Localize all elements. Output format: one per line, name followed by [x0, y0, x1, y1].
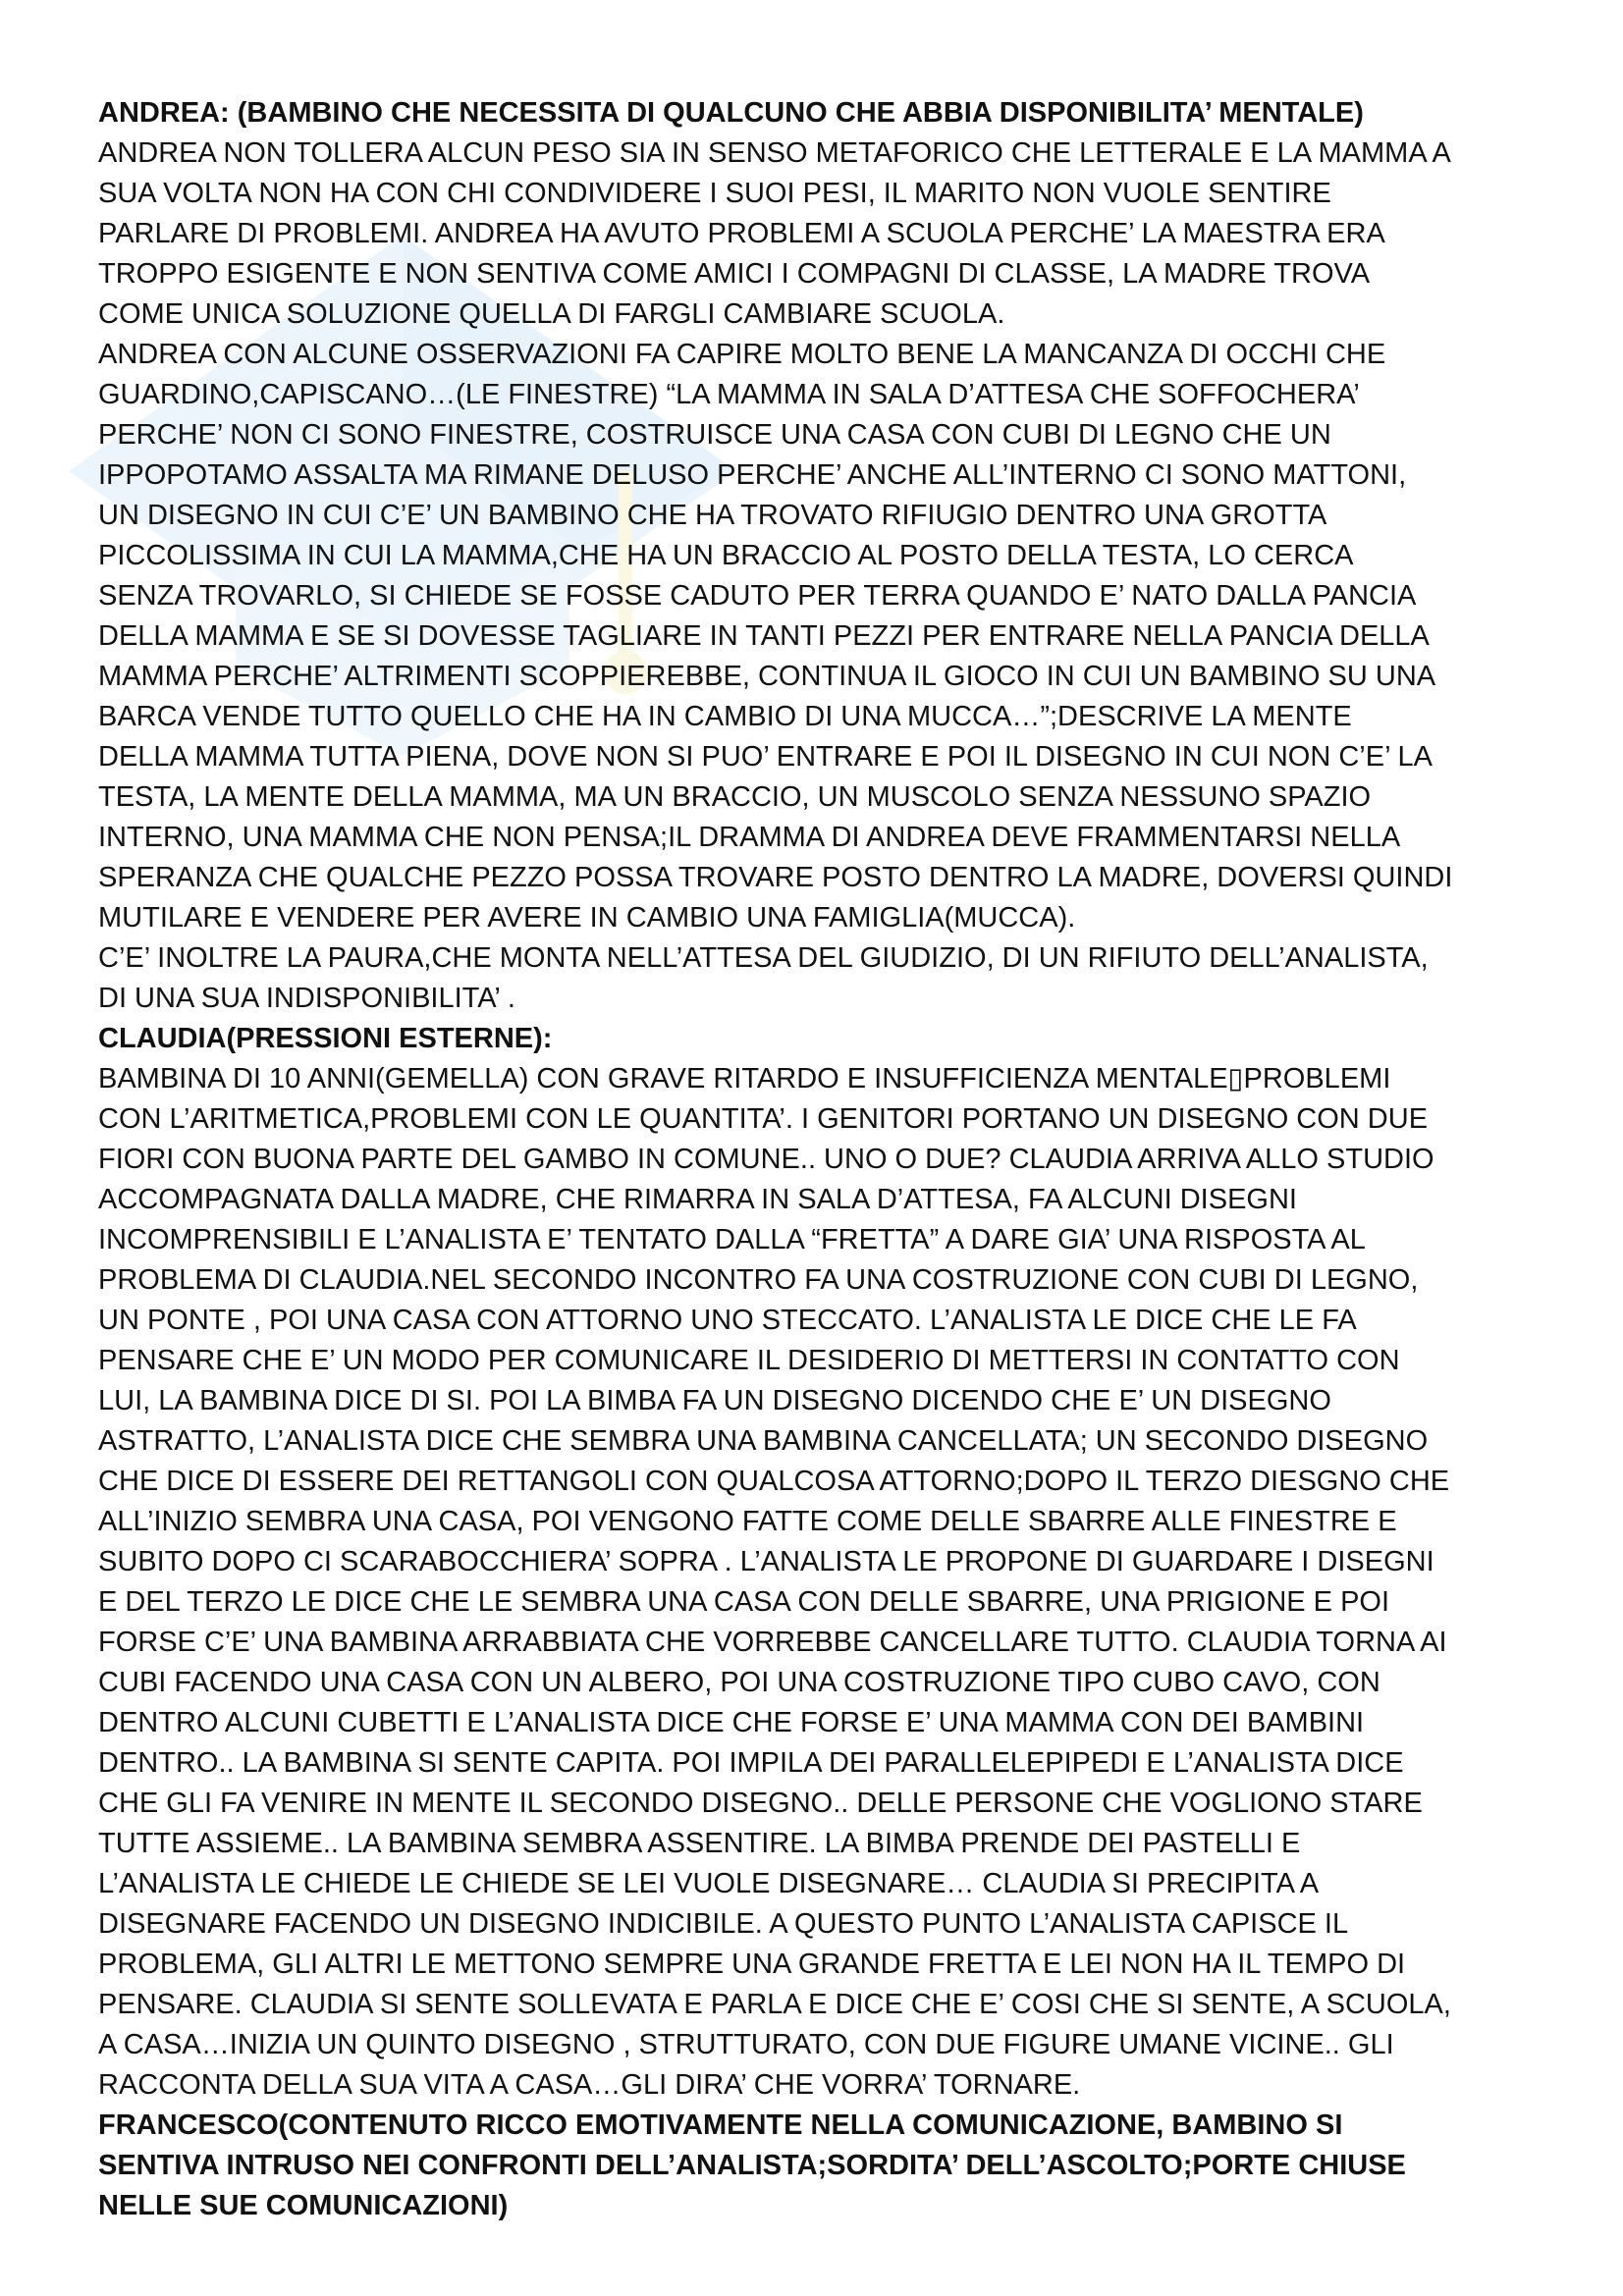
text-line: LUI, LA BAMBINA DICE DI SI. POI LA BIMBA FA UN DISEGNO DICENDO CHE E’ UN DISEGNO [98, 1385, 1331, 1416]
text-line: PROBLEMA DI CLAUDIA.NEL SECONDO INCONTRO FA UNA COSTRUZIONE CON CUBI DI LEGNO, [98, 1264, 1419, 1296]
section-heading-line: NELLE SUE COMUNICAZIONI) [98, 2190, 509, 2221]
text-line: PARLARE DI PROBLEMI. ANDREA HA AVUTO PROBLEMI A SCUOLA PERCHE’ LA MAESTRA ERA [98, 218, 1385, 249]
text-line: CHE GLI FA VENIRE IN MENTE IL SECONDO DISEGNO.. DELLE PERSONE CHE VOGLIONO STARE [98, 1788, 1423, 1819]
text-line: DELLA MAMMA E SE SI DOVESSE TAGLIARE IN TANTI PEZZI PER ENTRARE NELLA PANCIA DELLA [98, 620, 1430, 652]
text-line: BAMBINA DI 10 ANNI(GEMELLA) CON GRAVE RITARDO E INSUFFICIENZA MENTALE▯PROBLEMI [98, 1063, 1391, 1095]
text-line: PERCHE’ NON CI SONO FINESTRE, COSTRUISCE UNA CASA CON CUBI DI LEGNO CHE UN [98, 419, 1331, 451]
text-line: MAMMA PERCHE’ ALTRIMENTI SCOPPIEREBBE, CONTINUA IL GIOCO IN CUI UN BAMBINO SU UNA [98, 661, 1436, 692]
section-heading-line: ANDREA: (BAMBINO CHE NECESSITA DI QUALCUNO CHE ABBIA DISPONIBILITA’ MENTALE) [98, 97, 1364, 129]
text-line: TROPPO ESIGENTE E NON SENTIVA COME AMICI I COMPAGNI DI CLASSE, LA MADRE TROVA [98, 258, 1371, 290]
text-line: PICCOLISSIMA IN CUI LA MAMMA,CHE HA UN BRACCIO AL POSTO DELLA TESTA, LO CERCA [98, 540, 1354, 571]
text-line: TUTTE ASSIEME.. LA BAMBINA SEMBRA ASSENTIRE. LA BIMBA PRENDE DEI PASTELLI E [98, 1828, 1301, 1859]
text-line: ANDREA CON ALCUNE OSSERVAZIONI FA CAPIRE MOLTO BENE LA MANCANZA DI OCCHI CHE [98, 339, 1386, 370]
text-line: CON L’ARITMETICA,PROBLEMI CON LE QUANTITA’. I GENITORI PORTANO UN DISEGNO CON DUE [98, 1103, 1429, 1135]
text-line: CUBI FACENDO UNA CASA CON UN ALBERO, POI UNA COSTRUZIONE TIPO CUBO CAVO, CON [98, 1667, 1380, 1698]
document-body [98, 93, 1551, 2226]
text-line: COME UNICA SOLUZIONE QUELLA DI FARGLI CAMBIARE SCUOLA. [98, 298, 1005, 330]
text-line: TESTA, LA MENTE DELLA MAMMA, MA UN BRACCIO, UN MUSCOLO SENZA NESSUNO SPAZIO [98, 781, 1372, 813]
text-line: DISEGNARE FACENDO UN DISEGNO INDICIBILE. A QUESTO PUNTO L’ANALISTA CAPISCE IL [98, 1908, 1349, 1940]
text-line: CHE DICE DI ESSERE DEI RETTANGOLI CON QUALCOSA ATTORNO;DOPO IL TERZO DIESGNO CHE [98, 1466, 1450, 1497]
text-line: PENSARE CHE E’ UN MODO PER COMUNICARE IL DESIDERIO DI METTERSI IN CONTATTO CON [98, 1345, 1400, 1376]
text-line: ANDREA NON TOLLERA ALCUN PESO SIA IN SENSO METAFORICO CHE LETTERALE E LA MAMMA A [98, 137, 1451, 169]
text-line: ALL’INIZIO SEMBRA UNA CASA, POI VENGONO FATTE COME DELLE SBARRE ALLE FINESTRE E [98, 1506, 1397, 1537]
text-line: BARCA VENDE TUTTO QUELLO CHE HA IN CAMBIO DI UNA MUCCA…”;DESCRIVE LA MENTE [98, 701, 1352, 732]
section-heading-line: FRANCESCO(CONTENUTO RICCO EMOTIVAMENTE NELLA COMUNICAZIONE, BAMBINO SI [98, 2109, 1343, 2141]
text-line: E DEL TERZO LE DICE CHE LE SEMBRA UNA CASA CON DELLE SBARRE, UNA PRIGIONE E POI [98, 1586, 1390, 1618]
text-line: DENTRO.. LA BAMBINA SI SENTE CAPITA. POI IMPILA DEI PARALLELEPIPEDI E L’ANALISTA DICE [98, 1747, 1404, 1779]
text-line: INTERNO, UNA MAMMA CHE NON PENSA;IL DRAMMA DI ANDREA DEVE FRAMMENTARSI NELLA [98, 822, 1401, 853]
text-line: FORSE C’E’ UNA BAMBINA ARRABBIATA CHE VORREBBE CANCELLARE TUTTO. CLAUDIA TORNA AI [98, 1627, 1447, 1658]
text-line: PROBLEMA, GLI ALTRI LE METTONO SEMPRE UNA GRANDE FRETTA E LEI NON HA IL TEMPO DI [98, 1949, 1406, 1980]
text-line: GUARDINO,CAPISCANO…(LE FINESTRE) “LA MAMMA IN SALA D’ATTESA CHE SOFFOCHERA’ [98, 379, 1360, 410]
text-line: A CASA…INIZIA UN QUINTO DISEGNO , STRUTTURATO, CON DUE FIGURE UMANE VICINE.. GLI [98, 2029, 1394, 2060]
text-line: IPPOPOTAMO ASSALTA MA RIMANE DELUSO PERCHE’ ANCHE ALL’INTERNO CI SONO MATTONI, [98, 459, 1407, 491]
text-line: SENZA TROVARLO, SI CHIEDE SE FOSSE CADUTO PER TERRA QUANDO E’ NATO DALLA PANCIA [98, 580, 1417, 612]
text-line: SPERANZA CHE QUALCHE PEZZO POSSA TROVARE POSTO DENTRO LA MADRE, DOVERSI QUINDI [98, 862, 1453, 893]
text-line: ACCOMPAGNATA DALLA MADRE, CHE RIMARRA IN SALA D’ATTESA, FA ALCUNI DISEGNI [98, 1184, 1297, 1215]
text-line: C’E’ INOLTRE LA PAURA,CHE MONTA NELL’ATTESA DEL GIUDIZIO, DI UN RIFIUTO DELL’ANALISTA, [98, 942, 1429, 974]
text-line: PENSARE. CLAUDIA SI SENTE SOLLEVATA E PARLA E DICE CHE E’ COSI CHE SI SENTE, A SCUOLA, [98, 1989, 1451, 2020]
text-line: SUA VOLTA NON HA CON CHI CONDIVIDERE I SUOI PESI, IL MARITO NON VUOLE SENTIRE [98, 178, 1331, 209]
text-line: UN DISEGNO IN CUI C’E’ UN BAMBINO CHE HA TROVATO RIFIUGIO DENTRO UNA GROTTA [98, 500, 1327, 531]
text-line: SUBITO DOPO CI SCARABOCCHIERA’ SOPRA . L’ANALISTA LE PROPONE DI GUARDARE I DISEGNI [98, 1546, 1434, 1577]
text-line: MUTILARE E VENDERE PER AVERE IN CAMBIO UNA FAMIGLIA(MUCCA). [98, 902, 1076, 934]
text-line: UN PONTE , POI UNA CASA CON ATTORNO UNO STECCATO. L’ANALISTA LE DICE CHE LE FA [98, 1305, 1357, 1336]
text-line: ASTRATTO, L’ANALISTA DICE CHE SEMBRA UNA BAMBINA CANCELLATA; UN SECONDO DISEGNO [98, 1425, 1429, 1457]
text-line: DELLA MAMMA TUTTA PIENA, DOVE NON SI PUO’ ENTRARE E POI IL DISEGNO IN CUI NON C’E’ LA [98, 741, 1433, 773]
text-line: DI UNA SUA INDISPONIBILITA’ . [98, 983, 515, 1014]
section-heading-line: CLAUDIA(PRESSIONI ESTERNE): [98, 1023, 553, 1054]
text-line: INCOMPRENSIBILI E L’ANALISTA E’ TENTATO DALLA “FRETTA” A DARE GIA’ UNA RISPOSTA AL [98, 1224, 1366, 1255]
text-line: RACCONTA DELLA SUA VITA A CASA…GLI DIRA’ CHE VORRA’ TORNARE. [98, 2069, 1081, 2101]
text-line: L’ANALISTA LE CHIEDE LE CHIEDE SE LEI VUOLE DISEGNARE… CLAUDIA SI PRECIPITA A [98, 1868, 1320, 1899]
section-heading-line: SENTIVA INTRUSO NEI CONFRONTI DELL’ANALISTA;SORDITA’ DELL’ASCOLTO;PORTE CHIUSE [98, 2150, 1406, 2181]
text-line: FIORI CON BUONA PARTE DEL GAMBO IN COMUNE.. UNO O DUE? CLAUDIA ARRIVA ALLO STUDIO [98, 1144, 1434, 1175]
text-line: DENTRO ALCUNI CUBETTI E L’ANALISTA DICE CHE FORSE E’ UNA MAMMA CON DEI BAMBINI [98, 1707, 1365, 1738]
